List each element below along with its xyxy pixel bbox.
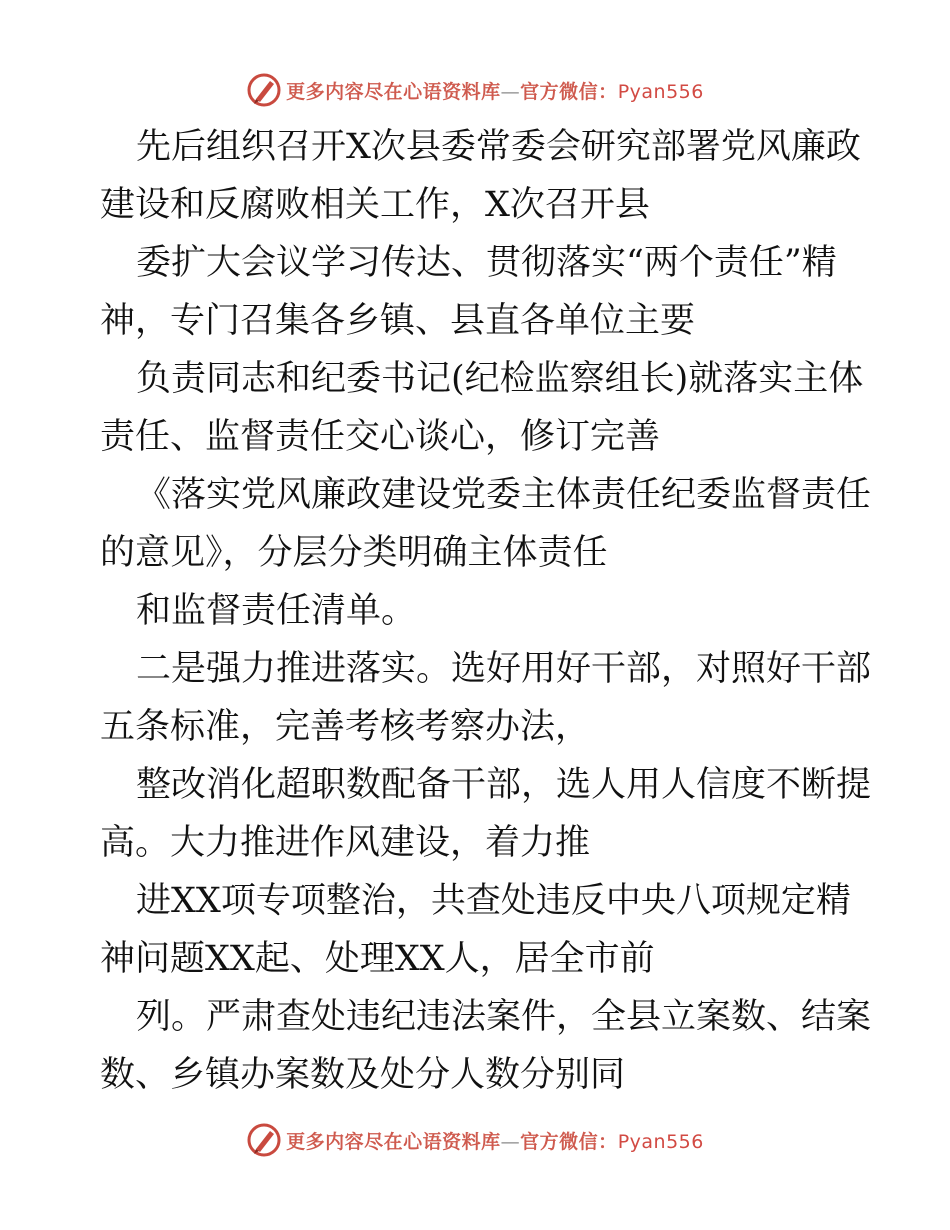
text-line: 委扩大会议学习传达、贯彻落实“两个责任”精 xyxy=(136,243,837,283)
text-line: 建设和反腐败相关工作，X次召开县 xyxy=(100,185,650,225)
pen-circle-logo-icon xyxy=(246,1122,282,1158)
text-line: 二是强力推进落实。选好用好干部，对照好干部 xyxy=(136,649,872,689)
text-line: 数、乡镇办案数及处分人数分别同 xyxy=(100,1055,626,1095)
banner-separator: — xyxy=(500,1130,521,1153)
text-line: 高。大力推进作风建设，着力推 xyxy=(100,823,591,863)
banner-text xyxy=(286,77,704,104)
banner-official-label: 官方微信： xyxy=(520,80,618,103)
text-line: 先后组织召开X次县委常委会研究部署党风廉政 xyxy=(136,127,861,167)
text-line: 的意见》，分层分类明确主体责任 xyxy=(100,533,608,573)
banner-brand-text: 更多内容尽在心语资料库 xyxy=(286,1130,501,1153)
banner-brand-text: 更多内容尽在心语资料库 xyxy=(286,80,501,103)
pen-circle-logo-icon xyxy=(246,72,282,108)
banner-official-label: 官方微信： xyxy=(520,1130,618,1153)
banner-separator: — xyxy=(500,80,521,103)
footer-banner xyxy=(0,1120,950,1160)
header-banner xyxy=(0,70,950,110)
text-line: 负责同志和纪委书记(纪检监察组长)就落实主体 xyxy=(136,359,864,399)
text-line: 神问题XX起、处理XX人，居全市前 xyxy=(100,939,655,979)
text-line: 整改消化超职数配备干部，选人用人信度不断提 xyxy=(136,765,872,805)
text-line: 《落实党风廉政建设党委主体责任纪委监督责任 xyxy=(136,475,872,515)
text-line: 神，专门召集各乡镇、县直各单位主要 xyxy=(100,301,696,341)
banner-wechat-id: Pyan556 xyxy=(617,80,704,103)
text-line: 五条标准，完善考核考察办法， xyxy=(100,707,591,747)
document-body xyxy=(100,118,872,1104)
text-line: 进XX项专项整治，共查处违反中央八项规定精 xyxy=(136,881,851,921)
text-line: 和监督责任清单。 xyxy=(136,591,417,631)
banner-text xyxy=(286,1127,704,1154)
text-line: 列。严肃查处违纪违法案件，全县立案数、结案 xyxy=(136,997,872,1037)
text-line: 责任、监督责任交心谈心，修订完善 xyxy=(100,417,661,457)
banner-wechat-id: Pyan556 xyxy=(617,1130,704,1153)
